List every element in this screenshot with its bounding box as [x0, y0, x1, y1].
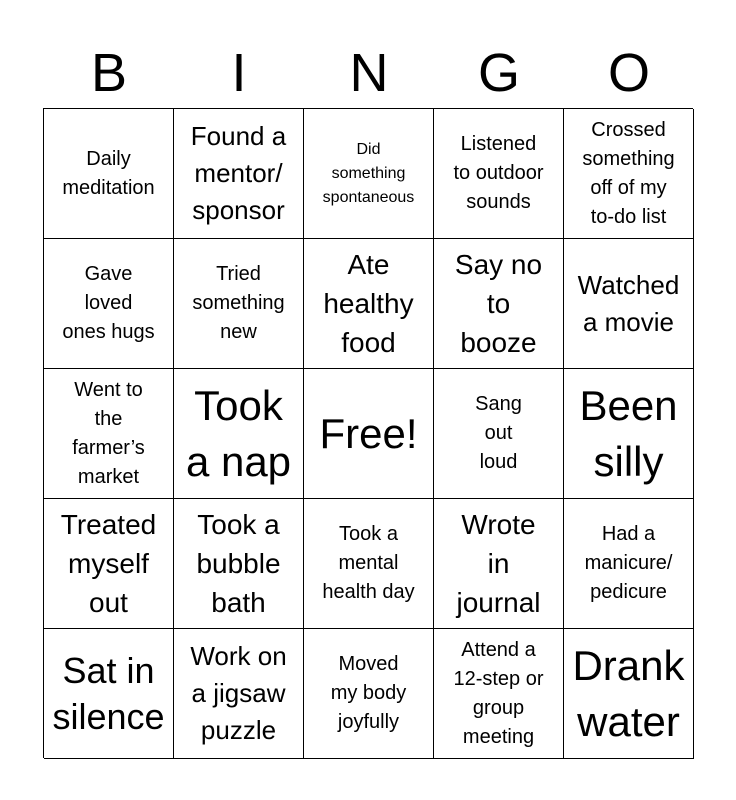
bingo-cell-label: Wrote in journal [456, 509, 541, 618]
bingo-cell[interactable] [44, 629, 174, 759]
bingo-cell-label: Tried something new [192, 263, 285, 343]
bingo-cell[interactable] [304, 499, 434, 629]
header-letter-o: O [607, 43, 650, 103]
bingo-cell-label: Took a mental health day [322, 523, 415, 603]
bingo-cell-label: Found a mentor/ sponsor [190, 121, 287, 225]
bingo-cell-label: Went to the farmer’s market [72, 378, 145, 488]
bingo-cell[interactable] [564, 629, 694, 759]
bingo-cell[interactable] [434, 239, 564, 369]
bingo-cell[interactable] [434, 369, 564, 499]
bingo-cell-label: Watched a movie [577, 269, 680, 337]
bingo-cell[interactable] [434, 499, 564, 629]
bingo-cell[interactable] [564, 499, 694, 629]
bingo-cell[interactable] [434, 629, 564, 759]
bingo-cell-label: Say no to booze [454, 249, 543, 358]
bingo-card-grid [43, 108, 693, 758]
bingo-cell-label: Had a manicure/ pedicure [584, 523, 673, 603]
bingo-cell[interactable] [564, 109, 694, 239]
bingo-cell[interactable] [174, 629, 304, 759]
bingo-cell-label: Free! [319, 409, 418, 457]
bingo-cell-label: Sat in silence [52, 649, 165, 737]
bingo-cell-label: Work on a jigsaw puzzle [190, 641, 287, 745]
bingo-cell-label: Moved my body joyfully [330, 653, 407, 733]
bingo-cell-label: Took a bubble bath [196, 509, 281, 618]
bingo-cell[interactable] [564, 239, 694, 369]
bingo-cell[interactable] [174, 499, 304, 629]
bingo-cell[interactable] [174, 109, 304, 239]
bingo-cell-label: Listened to outdoor sounds [453, 133, 544, 213]
bingo-cell[interactable] [44, 239, 174, 369]
bingo-free-space[interactable] [304, 369, 434, 499]
bingo-cell-label: Took a nap [185, 381, 292, 485]
bingo-cell-label: Crossed something off of my to-do list [582, 118, 675, 228]
bingo-cell[interactable] [564, 369, 694, 499]
bingo-cell-label: Daily meditation [62, 147, 155, 199]
bingo-cell-label: Drank water [572, 641, 685, 745]
bingo-cell[interactable] [174, 239, 304, 369]
bingo-cell[interactable] [44, 109, 174, 239]
bingo-cell[interactable] [304, 629, 434, 759]
bingo-cell[interactable] [44, 369, 174, 499]
bingo-cell-label: Did something spontaneous [322, 140, 415, 206]
bingo-cell[interactable] [304, 239, 434, 369]
bingo-cell[interactable] [174, 369, 304, 499]
bingo-cell[interactable] [434, 109, 564, 239]
bingo-cell[interactable] [304, 109, 434, 239]
bingo-cell-label: Been silly [579, 381, 678, 485]
bingo-cell-label: Ate healthy food [323, 249, 414, 358]
bingo-cell-label: Gave loved ones hugs [62, 263, 155, 343]
bingo-cell-label: Sang out loud [475, 393, 522, 473]
bingo-cell-label: Treated myself out [60, 509, 157, 618]
header-letter-b: B [90, 43, 128, 103]
header-letter-i: I [231, 43, 247, 103]
bingo-cell-label: Attend a 12-step or group meeting [453, 638, 544, 748]
bingo-cell[interactable] [44, 499, 174, 629]
bingo-header [44, 40, 694, 106]
header-letter-g: G [477, 43, 520, 103]
header-letter-n: N [349, 43, 389, 103]
